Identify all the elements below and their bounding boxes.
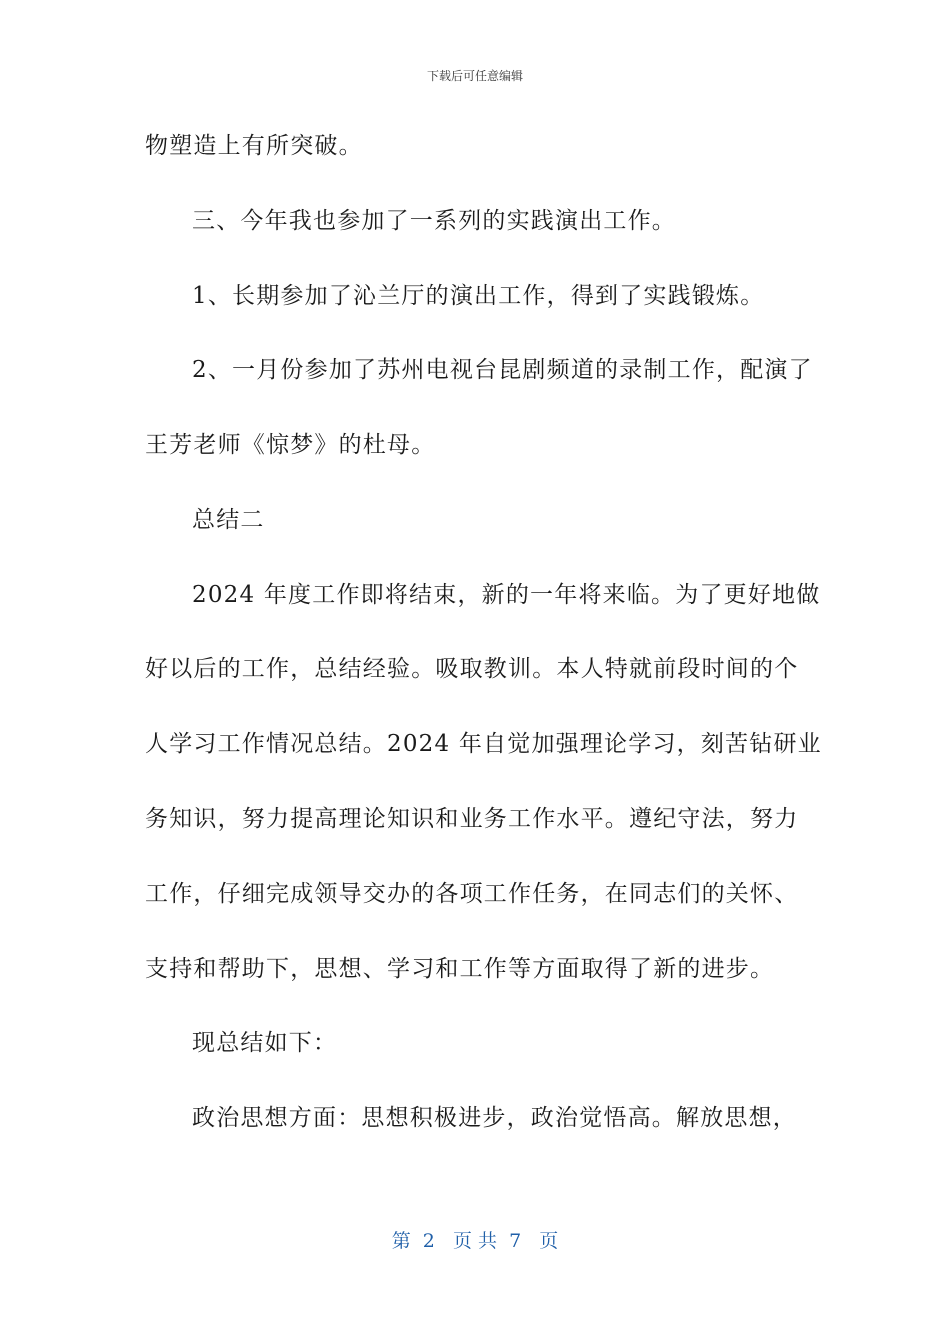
- body-line: 2、一月份参加了苏州电视台昆剧频道的录制工作，配演了: [192, 357, 813, 383]
- body-line: 支持和帮助下，思想、学习和工作等方面取得了新的进步。: [145, 956, 775, 982]
- body-line: 1、长期参加了沁兰厅的演出工作，得到了实践锻炼。: [192, 283, 765, 309]
- body-line: 王芳老师《惊梦》的杜母。: [145, 432, 436, 458]
- section-heading: 总结二: [192, 507, 265, 533]
- body-line: 人学习工作情况总结。2024 年自觉加强理论学习，刻苦钻研业: [145, 731, 822, 757]
- body-line: 政治思想方面：思想积极进步，政治觉悟高。解放思想，: [192, 1105, 797, 1131]
- body-line: 务知识，努力提高理论知识和业务工作水平。遵纪守法，努力: [145, 806, 799, 832]
- body-line: 现总结如下：: [192, 1030, 338, 1056]
- body-line: 2024 年度工作即将结束，新的一年将来临。为了更好地做: [192, 582, 821, 608]
- body-line: 三、今年我也参加了一系列的实践演出工作。: [192, 208, 676, 234]
- page-header-note: 下载后可任意编辑: [426, 69, 523, 83]
- body-line: 工作，仔细完成领导交办的各项工作任务，在同志们的关怀、: [145, 881, 799, 907]
- body-line: 物塑造上有所突破。: [145, 133, 363, 159]
- body-line: 好以后的工作，总结经验。吸取教训。本人特就前段时间的个: [145, 656, 799, 682]
- page-number-footer: 第 2 页 共 7 页: [391, 1230, 559, 1252]
